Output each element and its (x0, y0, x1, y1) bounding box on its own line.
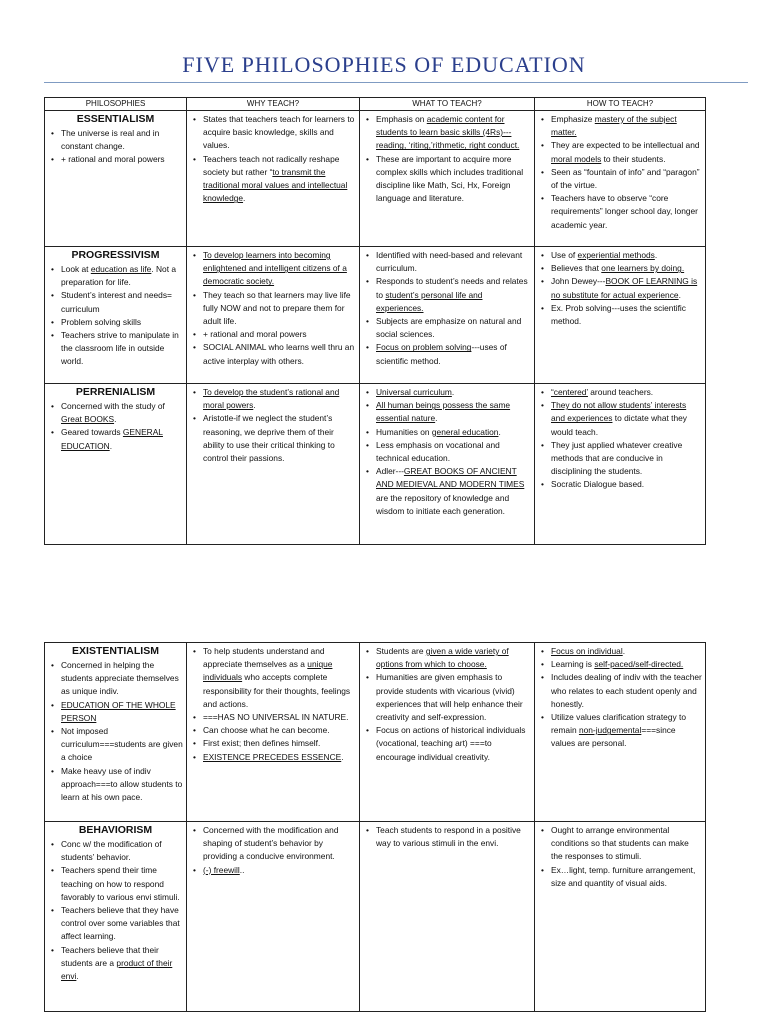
bullet-item (48, 864, 183, 904)
bullet-item (538, 671, 702, 711)
bullet-item (538, 166, 702, 192)
underlined-text: Focus on individual (551, 646, 623, 656)
bullet-item (363, 113, 531, 153)
row-essentialism (45, 111, 706, 247)
bullet-text: Emphasize (551, 114, 595, 124)
bullet-list (48, 659, 183, 804)
underlined-text: To develop learners into becoming enlightened and intelligent citizens of a democratic society. (203, 250, 347, 287)
bullet-text: . (498, 426, 501, 437)
bullet-item (48, 426, 183, 452)
bullet-text: Make heavy use of indiv approach===to allow students to learn at his own pace. (61, 765, 183, 803)
underlined-text: experiential methods (577, 250, 655, 260)
bullet-list (538, 113, 702, 232)
what-to-teach-cell (360, 247, 535, 384)
header-how-to-teach: HOW TO TEACH? (535, 98, 706, 111)
bullet-text: ===HAS NO UNIVERSAL IN NATURE. (203, 712, 349, 723)
underlined-text: EDUCATION OF THE WHOLE PERSON (61, 699, 176, 723)
how-to-teach-cell (535, 643, 706, 822)
bullet-text: Concerned with the study of (61, 401, 165, 411)
bullet-text: Utilize values clarification strategy to remain (551, 712, 686, 736)
bullet-text: ---uses of scientific method. (376, 342, 507, 366)
bullet-text: Humanities on (376, 426, 432, 437)
why-teach-cell (187, 384, 360, 545)
bullet-item (190, 864, 356, 877)
row-behaviorism (45, 822, 706, 1012)
bullet-item (538, 113, 702, 139)
bullet-item (538, 439, 702, 479)
bullet-text: Aristotle-if we neglect the student’s reasoning, we deprive them of their ability to use their critical thinking to control their passions. (203, 413, 335, 464)
bullet-text: Teachers spend their time teaching on how to respond favorably to various envi stimuli. (61, 865, 180, 902)
philosophy-cell (45, 643, 187, 822)
underlined-text: (-) freewill (203, 864, 240, 875)
bullet-list (538, 645, 702, 751)
bullet-item (48, 904, 183, 944)
bullet-text: Teachers teach not radically reshape society but rather “ (203, 153, 340, 177)
bullet-text: Students are (376, 646, 426, 656)
bullet-text: + rational and moral powers (61, 154, 165, 165)
bullet-item (48, 944, 183, 984)
underlined-text: student’s personal life and experiences. (376, 289, 483, 313)
bullet-text: Seen as “fountain of info” and “paragon” of the virtue. (551, 166, 700, 191)
bullet-text: to their students. (601, 153, 666, 164)
bullet-item (538, 302, 702, 328)
bullet-text: Humanities are given emphasis to provide students with vicarious (vivid) experiences that will help enhance their creativity and self-expression. (376, 672, 523, 723)
bullet-text: Emphasis on (376, 114, 427, 124)
bullet-text: . (109, 440, 113, 451)
underlined-text: to transmit the traditional moral values and intellectual knowledge (203, 166, 348, 204)
bullet-text: Teach students to respond in a positive way to various stimuli in the envi. (376, 825, 521, 849)
philosophy-name: PROGRESSIVISM (71, 249, 160, 261)
underlined-text: BOOK OF LEARNING is no substitute for actual experience (551, 276, 698, 300)
what-to-teach-cell (360, 384, 535, 545)
bullet-item (363, 824, 531, 850)
bullet-text: around teachers. (587, 387, 654, 397)
title-divider (44, 82, 748, 83)
bullet-item (190, 412, 356, 465)
bullet-text: Student’s interest and needs= curriculum (61, 290, 172, 314)
bullet-item (190, 249, 356, 289)
philosophy-cell (45, 111, 187, 247)
underlined-text: Great BOOKS (61, 414, 115, 425)
bullet-list (538, 249, 702, 328)
bullet-text: States that teachers teach for learners to acquire basic knowledge, skills and values. (203, 114, 355, 151)
bullet-item (48, 263, 183, 289)
bullet-text: SOCIAL ANIMAL who learns well thru an active interplay with others. (203, 342, 355, 366)
bullet-text: ===since values are personal. (551, 725, 676, 749)
bullet-item (48, 699, 183, 725)
bullet-text: Learning is (551, 659, 595, 670)
philosophy-name: PERRENIALISM (75, 386, 156, 398)
why-teach-cell (187, 247, 360, 384)
bullet-text: . (76, 971, 79, 982)
what-to-teach-cell (360, 822, 535, 1012)
bullet-item (538, 478, 702, 491)
bullet-item (48, 400, 183, 426)
bullet-text: . (435, 413, 438, 424)
bullet-text: Not imposed curriculum===students are given a choice (61, 726, 183, 763)
bullet-text: are the repository of knowledge and wisdom to initiate each generation. (376, 492, 510, 516)
underlined-text: Focus on problem solving (376, 342, 472, 353)
bullet-item (190, 724, 356, 737)
header-philosophies: PHILOSOPHIES (45, 98, 187, 111)
bullet-item (190, 289, 356, 329)
why-teach-cell (187, 822, 360, 1012)
bullet-text: Focus on actions of historical individuals (vocational, teaching art) ===to encourage individual creativity. (376, 725, 526, 762)
bullet-item (363, 645, 531, 671)
bullet-item (48, 329, 183, 369)
bullet-text: These are important to acquire more complex skills which includes traditional discipline like Math, Sci, Hx, Foreign language and literature. (376, 153, 524, 204)
philosophy-name: ESSENTIALISM (76, 113, 155, 125)
bullet-text: . (114, 414, 117, 425)
bullet-list (190, 824, 356, 877)
bullet-item (190, 645, 356, 711)
bullet-item (48, 289, 183, 315)
page-title: FIVE PHILOSOPHIES OF EDUCATION (182, 52, 586, 77)
underlined-text: product of their envi (61, 957, 173, 982)
bullet-text: Teachers strive to manipulate in the classroom life in outside world. (61, 330, 179, 367)
bullet-text: To help students understand and appreciate themselves as a (203, 646, 325, 670)
bullet-text: Includes dealing of indiv with the teacher who relates to each student openly and honestly. (551, 672, 702, 709)
bullet-item (363, 671, 531, 724)
bullet-text: Ex. Prob solving---uses the scientific method. (551, 302, 686, 327)
bullet-item (190, 113, 356, 153)
row-progressivism (45, 247, 706, 384)
why-teach-cell (187, 111, 360, 247)
header-row (45, 98, 706, 111)
underlined-text: academic content for students to learn basic skills (4Rs)---reading, ‘riting,’rithmetic, right conduct. (376, 114, 520, 151)
bullet-text: Use of (551, 250, 578, 260)
bullet-text: Geared towards (61, 427, 123, 438)
philosophy-cell (45, 822, 187, 1012)
bullet-list (190, 645, 356, 764)
bullet-item (190, 711, 356, 724)
underlined-text: EXISTENCE PRECEDES ESSENCE (203, 751, 342, 762)
bullet-item (190, 737, 356, 750)
bullet-list (538, 824, 702, 890)
bullet-item (48, 725, 183, 765)
philosophies-table-1 (44, 97, 706, 545)
header-what-to-teach: WHAT TO TEACH? (360, 98, 535, 111)
underlined-text: They do not allow students’ interests and experiences (551, 400, 687, 424)
row-existentialism (45, 643, 706, 822)
bullet-item (363, 275, 531, 315)
bullet-list (363, 249, 531, 368)
bullet-item (363, 249, 531, 275)
how-to-teach-cell (535, 247, 706, 384)
underlined-text: unique individuals (203, 659, 333, 683)
bullet-item (363, 399, 531, 425)
bullet-item (538, 711, 702, 751)
bullet-item (48, 127, 183, 153)
bullet-item (48, 316, 183, 329)
bullet-text: . (341, 751, 344, 762)
bullet-item (190, 153, 356, 206)
bullet-item (363, 341, 531, 367)
bullet-item (538, 824, 702, 864)
underlined-text: one learners by doing. (601, 263, 685, 274)
bullet-item (363, 315, 531, 341)
how-to-teach-cell (535, 384, 706, 545)
bullet-text: Socratic Dialogue based. (551, 479, 645, 490)
bullet-item (363, 465, 531, 518)
bullet-list (190, 249, 356, 368)
bullet-text: Look at (61, 264, 91, 274)
bullet-item (190, 824, 356, 864)
how-to-teach-cell (535, 111, 706, 247)
bullet-text: They just applied whatever creative methods that are conducive in disciplining the students. (551, 439, 683, 477)
bullet-list (190, 386, 356, 465)
bullet-text: Problem solving skills (61, 316, 142, 327)
bullet-text: They are expected to be intellectual and (551, 140, 700, 151)
bullet-text: Believes that (551, 263, 602, 274)
bullet-text: Adler--- (376, 466, 404, 477)
philosophy-name: BEHAVIORISM (78, 824, 153, 836)
bullet-item (538, 399, 702, 439)
bullet-item (363, 426, 531, 439)
bullet-item (538, 658, 702, 671)
bullet-text: .. (239, 864, 245, 875)
bullet-item (538, 262, 702, 275)
bullet-item (538, 192, 702, 232)
bullet-text: . (243, 193, 246, 204)
underlined-text: Universal curriculum (376, 387, 452, 397)
underlined-text: non-judgemental (578, 725, 642, 736)
bullet-item (48, 659, 183, 699)
bullet-text: First exist; then defines himself. (203, 738, 321, 749)
bullet-list (363, 113, 531, 205)
underlined-text: “centered’ (551, 387, 588, 397)
bullet-text: Teachers believe that their students are a (61, 944, 159, 968)
bullet-item (48, 838, 183, 864)
philosophy-cell (45, 247, 187, 384)
bullet-text: Subjects are emphasize on natural and social sciences. (376, 316, 522, 340)
bullet-item (190, 751, 356, 764)
underlined-text: self-paced/self-directed. (594, 659, 684, 670)
what-to-teach-cell (360, 111, 535, 247)
row-perrenialism (45, 384, 706, 545)
how-to-teach-cell (535, 822, 706, 1012)
underlined-text: given a wide variety of options from which to choose. (376, 646, 509, 670)
bullet-item (538, 864, 702, 890)
bullet-item (363, 386, 531, 399)
bullet-list (363, 824, 531, 850)
bullet-text: Ex…light, temp. furniture arrangement, size and quantity of visual aids. (551, 864, 696, 888)
underlined-text: To develop the student’s rational and moral powers (203, 387, 340, 411)
bullet-item (190, 386, 356, 412)
bullet-text: . (622, 646, 626, 656)
bullet-item (190, 328, 356, 341)
philosophy-cell (45, 384, 187, 545)
bullet-text: Concerned with the modification and shaping of student’s behavior by providing a conducive environment. (203, 825, 339, 862)
underlined-text: GREAT BOOKS OF ANCIENT AND MEDIEVAL AND MODERN TIMES (376, 466, 525, 490)
why-teach-cell (187, 643, 360, 822)
bullet-item (363, 724, 531, 764)
bullet-item (538, 386, 702, 399)
what-to-teach-cell (360, 643, 535, 822)
bullet-list (538, 386, 702, 492)
bullet-text: . (678, 289, 681, 300)
bullet-text: Concerned in helping the students appreciate themselves as unique indiv. (61, 660, 179, 697)
underlined-text: All human beings possess the same essential nature (376, 400, 511, 424)
bullet-list (48, 838, 183, 983)
underlined-text: GENERAL EDUCATION (61, 427, 163, 451)
bullet-text: Teachers have to observe “core requirements” longer school day, longer academic year. (551, 193, 698, 230)
bullet-list (48, 127, 183, 167)
underlined-text: education as life (90, 264, 152, 274)
bullet-text: Identified with need-based and relevant curriculum. (376, 250, 523, 274)
bullet-list (363, 386, 531, 518)
bullet-list (190, 113, 356, 205)
bullet-item (190, 341, 356, 367)
bullet-text: John Dewey--- (551, 276, 606, 287)
underlined-text: general education (431, 426, 499, 437)
bullet-item (48, 765, 183, 805)
bullet-text: They teach so that learners may live life fully NOW and not to prepare them for adult life. (203, 289, 351, 327)
bullet-list (48, 263, 183, 369)
bullet-item (538, 139, 702, 165)
bullet-text: . (654, 250, 658, 260)
bullet-text: . (451, 387, 455, 397)
header-why-teach: WHY TEACH? (187, 98, 360, 111)
bullet-text: Ought to arrange environmental conditions so that students can make the responses to stimuli. (551, 825, 689, 862)
bullet-list (363, 645, 531, 764)
bullet-text: . Not a preparation for life. (61, 264, 177, 288)
bullet-text: Responds to student’s needs and relates to (376, 276, 528, 300)
bullet-item (538, 645, 702, 658)
bullet-text: Less emphasis on vocational and technical education. (376, 439, 500, 464)
bullet-text: + rational and moral powers (203, 329, 307, 340)
bullet-item (363, 153, 531, 206)
bullet-item (48, 153, 183, 166)
bullet-text: who accepts complete responsibility for their thoughts, feelings and actions. (203, 672, 351, 709)
bullet-text: to dictate what they would teach. (551, 413, 687, 437)
bullet-text: Can choose what he can become. (203, 725, 330, 736)
philosophy-name: EXISTENTIALISM (72, 645, 159, 657)
bullet-item (538, 275, 702, 301)
bullet-text: Conc w/ the modification of students’ behavior. (61, 839, 162, 863)
underlined-text: moral models (551, 153, 602, 164)
bullet-list (48, 400, 183, 453)
bullet-item (363, 439, 531, 465)
philosophies-table-2 (44, 642, 706, 1012)
bullet-text: The universe is real and in constant change. (61, 128, 160, 152)
bullet-item (538, 249, 702, 262)
bullet-text: Teachers believe that they have control over some variables that affect learning. (61, 905, 180, 942)
underlined-text: mastery of the subject matter. (551, 114, 677, 138)
bullet-text: . (253, 400, 256, 411)
